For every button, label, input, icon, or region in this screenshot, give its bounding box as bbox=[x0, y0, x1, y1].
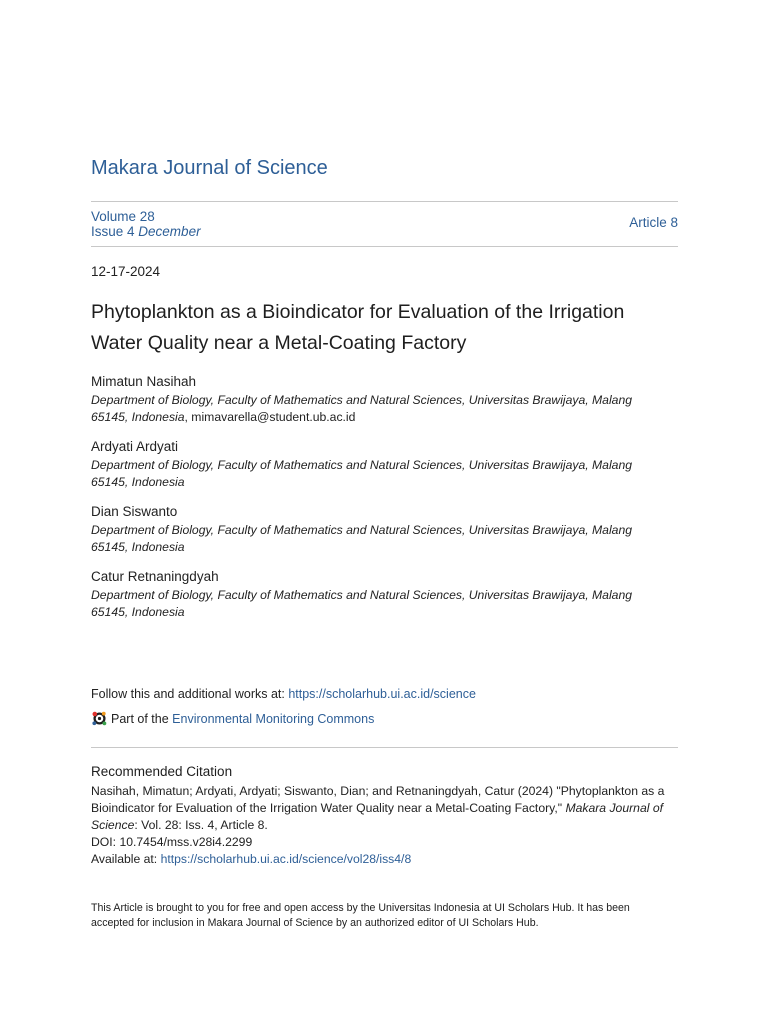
citation-journal-italic-cont: Science bbox=[91, 818, 135, 832]
follow-works-line bbox=[91, 687, 476, 701]
citation-journal-italic: Makara Journal of bbox=[565, 801, 663, 815]
author-affiliation bbox=[91, 522, 678, 556]
issue-month: December bbox=[138, 224, 201, 239]
author-name: Dian Siswanto bbox=[91, 504, 178, 519]
author-entry bbox=[91, 373, 678, 426]
access-statement-line1: This Article is brought to you for free and open access by the Universitas Indonesia at UI Scholars Hub. It has been bbox=[91, 902, 630, 914]
affiliation-line1: Department of Biology, Faculty of Mathematics and Natural Sciences, Universitas Brawijaya, Malang bbox=[91, 588, 632, 602]
commons-link[interactable]: Environmental Monitoring Commons bbox=[172, 711, 375, 726]
author-email: , mimavarella@student.ub.ac.id bbox=[184, 410, 356, 424]
author-entry bbox=[91, 568, 678, 621]
affiliation-line1: Department of Biology, Faculty of Mathematics and Natural Sciences, Universitas Brawijaya, Malang bbox=[91, 458, 632, 472]
affiliation-line1: Department of Biology, Faculty of Mathematics and Natural Sciences, Universitas Brawijaya, Malang bbox=[91, 523, 632, 537]
author-name: Catur Retnaningdyah bbox=[91, 569, 219, 584]
author-entry bbox=[91, 503, 678, 556]
issue-link[interactable] bbox=[91, 224, 201, 239]
volume-link[interactable]: Volume 28 bbox=[91, 209, 155, 224]
available-at-link[interactable]: https://scholarhub.ui.ac.id/science/vol28/iss4/8 bbox=[160, 852, 412, 866]
divider-citation bbox=[91, 747, 678, 748]
article-title-line1: Phytoplankton as a Bioindicator for Evaluation of the Irrigation bbox=[91, 301, 625, 323]
author-name: Ardyati Ardyati bbox=[91, 439, 179, 454]
recommended-citation-heading: Recommended Citation bbox=[91, 764, 233, 779]
affiliation-line1: Department of Biology, Faculty of Mathematics and Natural Sciences, Universitas Brawijaya, Malang bbox=[91, 393, 632, 407]
access-statement bbox=[91, 901, 686, 931]
issue-label: Issue 4 bbox=[91, 224, 135, 239]
part-of-line bbox=[91, 710, 374, 727]
part-of-text: Part of the bbox=[111, 711, 169, 726]
affiliation-line2: 65145, Indonesia bbox=[91, 605, 185, 619]
citation-volume-info: : Vol. 28: Iss. 4, Article 8. bbox=[134, 818, 268, 832]
affiliation-line2: 65145, Indonesia bbox=[91, 410, 185, 424]
author-affiliation bbox=[91, 392, 678, 426]
author-affiliation bbox=[91, 457, 678, 491]
article-title bbox=[91, 297, 678, 359]
volume-issue-block bbox=[91, 209, 201, 239]
citation-doi: DOI: 10.7454/mss.v28i4.2299 bbox=[91, 835, 253, 849]
commons-network-icon bbox=[91, 710, 108, 727]
author-name: Mimatun Nasihah bbox=[91, 374, 197, 389]
affiliation-line2: 65145, Indonesia bbox=[91, 475, 185, 489]
affiliation-line2: 65145, Indonesia bbox=[91, 540, 185, 554]
author-affiliation bbox=[91, 587, 678, 621]
journal-title-link[interactable]: Makara Journal of Science bbox=[91, 157, 328, 179]
divider-top bbox=[91, 201, 678, 202]
citation-line1: Nasihah, Mimatun; Ardyati, Ardyati; Siswanto, Dian; and Retnaningdyah, Catur (2024) "Phytoplankton as a bbox=[91, 784, 665, 798]
access-statement-line2: accepted for inclusion in Makara Journal of Science by an authorized editor of UI Scholars Hub. bbox=[91, 917, 539, 929]
publication-date: 12-17-2024 bbox=[91, 264, 161, 279]
follow-url-link[interactable]: https://scholarhub.ui.ac.id/science bbox=[288, 687, 476, 701]
divider-bottom bbox=[91, 246, 678, 247]
article-number-link[interactable]: Article 8 bbox=[629, 215, 678, 230]
available-at-label: Available at: bbox=[91, 852, 161, 866]
recommended-citation-body bbox=[91, 783, 686, 868]
article-title-line2: Water Quality near a Metal-Coating Factory bbox=[91, 332, 467, 354]
author-entry bbox=[91, 438, 678, 491]
follow-text: Follow this and additional works at: bbox=[91, 687, 289, 701]
citation-line2: Bioindicator for Evaluation of the Irrigation Water Quality near a Metal-Coating Factory," bbox=[91, 801, 566, 815]
